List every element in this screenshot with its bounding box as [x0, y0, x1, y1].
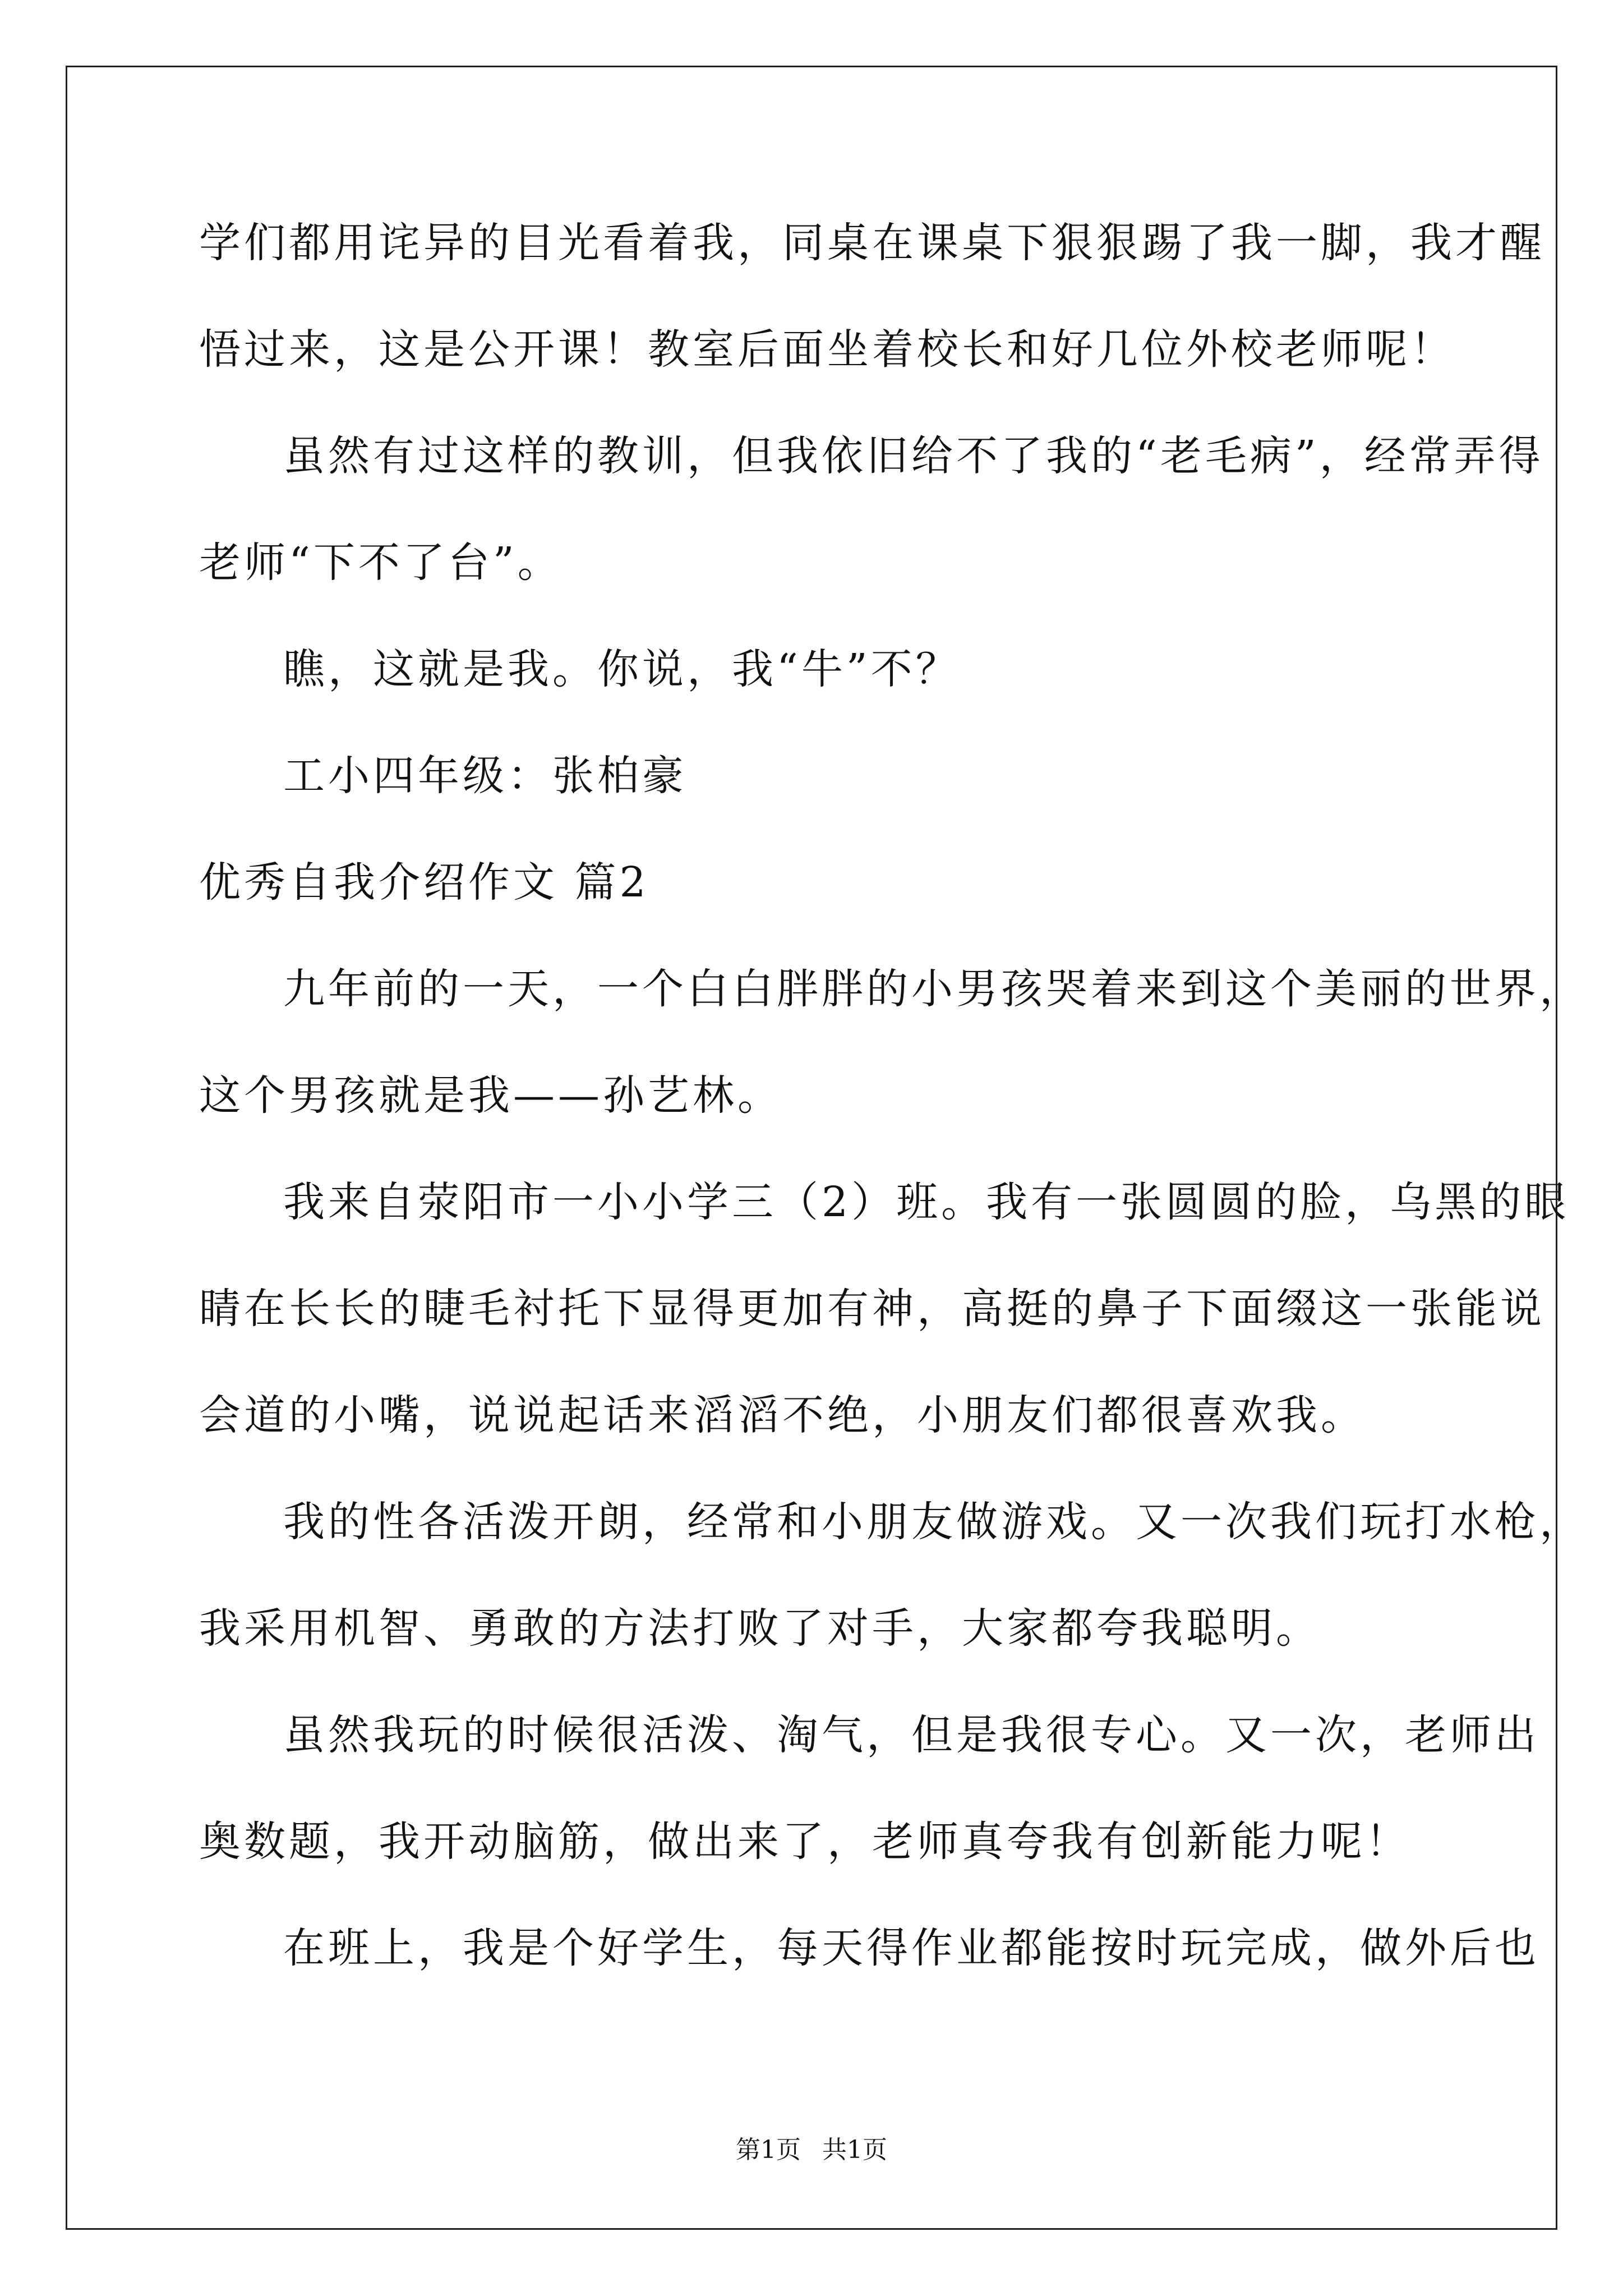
- text-line: 奥数题，我开动脑筋，做出来了，老师真夸我有创新能力呢！: [199, 1818, 1410, 1866]
- page-footer: [0, 2134, 1623, 2166]
- text-line: 这个男孩就是我——孙艺林。: [199, 1071, 782, 1120]
- text-line: 我来自荥阳市一小小学三（2）班。我有一张圆圆的脸，乌黑的眼: [283, 1178, 1570, 1226]
- document-body: [199, 216, 1584, 2028]
- page-total: 共1页: [822, 2136, 887, 2164]
- text-line: 瞧，这就是我。你说，我“牛”不？: [283, 645, 961, 693]
- text-line: 在班上，我是个好学生，每天得作业都能按时玩完成，做外后也: [283, 1924, 1539, 1972]
- text-line: 悟过来，这是公开课！教室后面坐着校长和好几位外校老师呢！: [199, 325, 1455, 374]
- text-line: 会道的小嘴，说说起话来滔滔不绝，小朋友们都很喜欢我。: [199, 1391, 1366, 1439]
- text-line: 我采用机智、勇敢的方法打败了对手，大家都夸我聪明。: [199, 1604, 1321, 1653]
- text-line: 虽然我玩的时候很活泼、淘气，但是我很专心。又一次，老师出: [283, 1711, 1539, 1759]
- text-line: 睛在长长的睫毛衬托下显得更加有神，高挺的鼻子下面缀这一张能说: [199, 1285, 1545, 1333]
- section-heading: 优秀自我介绍作文 篇2: [199, 858, 649, 907]
- page-number: 第1页: [736, 2136, 801, 2164]
- text-line: 我的性各活泼开朗，经常和小朋友做游戏。又一次我们玩打水枪，: [283, 1498, 1584, 1546]
- text-line: 学们都用诧异的目光看着我，同桌在课桌下狠狠踢了我一脚，我才醒: [199, 219, 1545, 267]
- text-line: 虽然有过这样的教训，但我依旧给不了我的“老毛病”，经常弄得: [283, 432, 1544, 480]
- text-line: 老师“下不了台”。: [199, 539, 562, 587]
- text-line: 九年前的一天，一个白白胖胖的小男孩哭着来到这个美丽的世界，: [283, 965, 1584, 1013]
- author-line: 工小四年级：张柏豪: [283, 752, 687, 800]
